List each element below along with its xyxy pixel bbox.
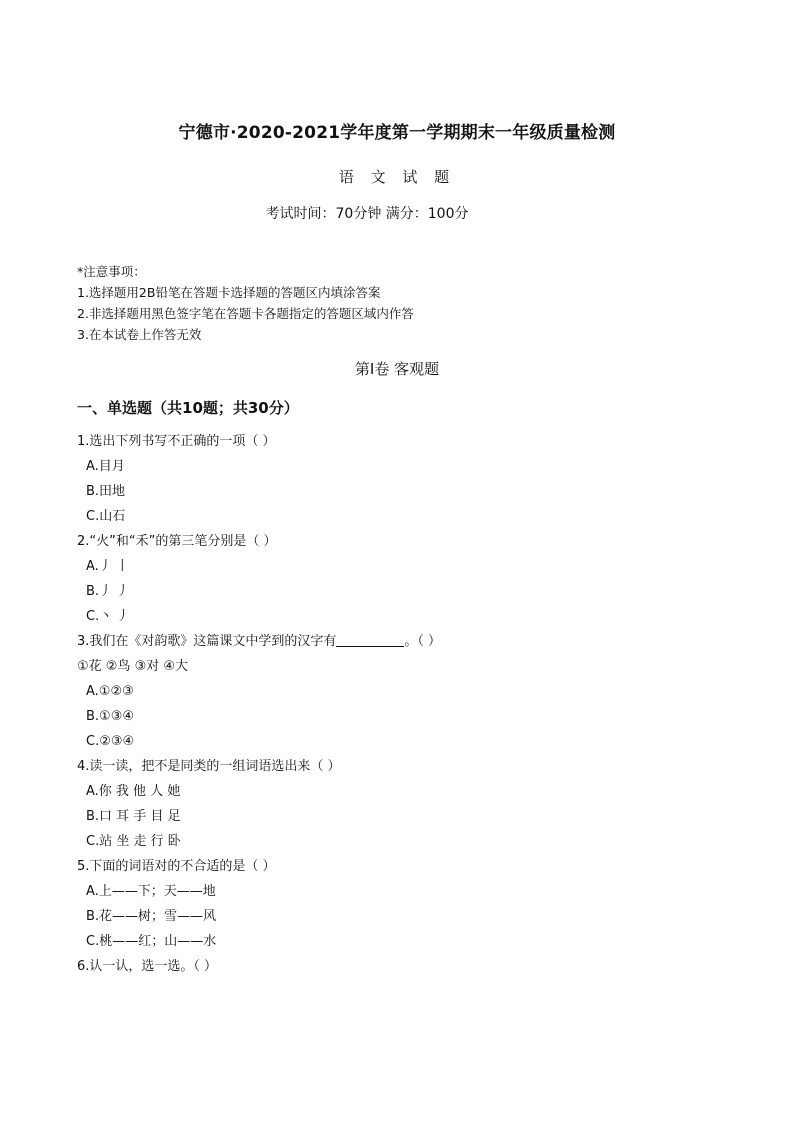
notice-item: 3.在本试卷上作答无效 <box>77 327 202 342</box>
notice-heading: *注意事项： <box>77 264 146 279</box>
question-option: A.①②③ <box>86 684 134 699</box>
question-stem: 1.选出下列书写不正确的一项（ ） <box>77 434 276 449</box>
question-stem: 2.“火”和“禾”的第三笔分别是（ ） <box>77 534 277 549</box>
notice-item: 2.非选择题用黑色签字笔在答题卡各题指定的答题区域内作答 <box>77 306 414 321</box>
question-option: C.山石 <box>86 509 126 524</box>
question-option: A.你 我 他 人 她 <box>86 784 181 799</box>
answer-blank <box>336 632 404 647</box>
question-stem: 6.认一认，选一选。（ ） <box>77 959 218 974</box>
notice-block <box>77 261 414 345</box>
question-stem-text: 3.我们在《对韵歌》这篇课文中学到的汉字有 <box>77 634 337 649</box>
question-option: B.花——树；雪——风 <box>86 909 217 924</box>
question-5 <box>77 854 727 954</box>
question-option: B.①③④ <box>86 709 135 724</box>
notice-item: 1.选择题用2B铅笔在答题卡选择题的答题区内填涂答案 <box>77 285 381 300</box>
question-stem-tail: 。（ ） <box>404 634 442 649</box>
question-option: C.丶 丿 <box>86 609 130 624</box>
question-option: A.丿 丨 <box>86 559 129 574</box>
section-heading: 一、单选题（共10题；共30分） <box>77 399 299 417</box>
question-6 <box>77 954 727 979</box>
exam-subject: 语 文 试 题 <box>338 168 456 186</box>
exam-title: 宁德市·2020-2021学年度第一学期期末一年级质量检测 <box>178 123 616 143</box>
question-option: B.田地 <box>86 484 126 499</box>
question-stem: 5.下面的词语对的不合适的是（ ） <box>77 859 276 874</box>
question-option: A.目月 <box>86 459 125 474</box>
question-list <box>77 429 727 979</box>
question-4 <box>77 754 727 854</box>
question-2 <box>77 529 727 629</box>
question-3 <box>77 629 727 754</box>
question-option: B.口 耳 手 目 足 <box>86 809 181 824</box>
question-option: B.丿 丿 <box>86 584 130 599</box>
volume-heading: 第Ⅰ卷 客观题 <box>354 360 440 378</box>
question-choices-list: ①花 ②鸟 ③对 ④大 <box>77 659 189 674</box>
question-option: C.站 坐 走 行 卧 <box>86 834 181 849</box>
question-stem: 4.读一读，把不是同类的一组词语选出来（ ） <box>77 759 341 774</box>
question-option: A.上——下；天——地 <box>86 884 216 899</box>
question-option: C.②③④ <box>86 734 135 749</box>
question-1 <box>77 429 727 529</box>
exam-info: 考试时间：70分钟 满分：100分 <box>265 206 469 222</box>
question-option: C.桃——红；山——水 <box>86 934 217 949</box>
question-stem <box>77 629 727 654</box>
